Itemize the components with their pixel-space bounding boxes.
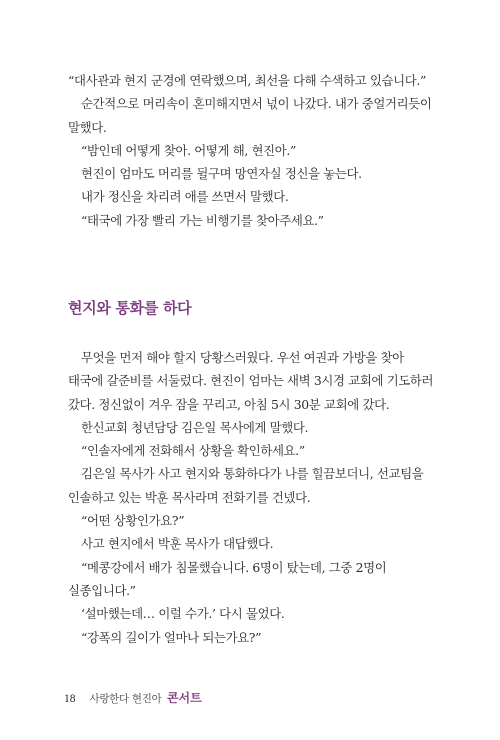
section-heading: 현지와 통화를 하다 — [68, 299, 192, 317]
paragraph: 현진이 엄마도 머리를 뒬구며 망연자실 정신을 놓는다. — [81, 166, 362, 182]
paragraph: 순간적으로 머리속이 혼미해지면서 넋이 나갔다. 내가 중얼거리듯이 말했다. — [68, 96, 432, 135]
page-footer — [64, 689, 202, 706]
paragraph: 사고 현지에서 박훈 목사가 대답했다. — [81, 536, 274, 552]
paragraph: “대사관과 현지 군경에 연락했으며, 최선을 다해 수색하고 있습니다.” — [68, 73, 426, 88]
running-title — [90, 689, 202, 706]
paragraph: 내가 정신을 차리려 애를 쓰면서 말했다. — [81, 189, 289, 205]
paragraph: 무엇을 먼저 해야 할지 당황스러웠다. 우선 여권과 가방을 찾아 태국에 갈준비를 서둘렀다. 현진이 엄마는 새벽 3시경 교회에 기도하러 갔다. 정신없이 겨우 잠을 꾸리고, 아침 5시 30분 교회에 갔다. — [68, 350, 434, 412]
book-title-accent: 콘서트 — [166, 691, 202, 705]
paragraph: 김은일 목사가 사고 현지와 통화하다가 나를 힐끔보더니, 선교팀을 인솔하고 있는 박훈 목사라며 전화기를 건넸다. — [68, 466, 424, 505]
page-number: 18 — [64, 693, 76, 705]
paragraph: “메콩강에서 배가 침몰했습니다. 6명이 탔는데, 그중 2명이 실종입니다.” — [68, 559, 387, 598]
book-title: 사랑한다 현진아 — [89, 693, 162, 705]
paragraph: “밤인데 어떻게 찾아. 어떻게 해, 현진아.” — [81, 142, 296, 158]
paragraph: “인솔자에게 전화해서 상황을 확인하세요.” — [81, 443, 305, 459]
text-block-intro — [68, 69, 440, 232]
paragraph: “태국에 가장 빨리 가는 비행기를 찾아주세요.” — [81, 212, 324, 228]
paragraph: “어떤 상황인가요?” — [81, 513, 185, 529]
paragraph: 한신교회 청년담당 김은일 목사에게 말했다. — [81, 419, 309, 435]
paragraph: “강폭의 길이가 얼마나 되는가요?” — [81, 629, 262, 645]
paragraph: ‘설마했는데… 이럴 수가.’ 다시 물었다. — [81, 606, 285, 622]
text-block-main — [68, 346, 440, 649]
